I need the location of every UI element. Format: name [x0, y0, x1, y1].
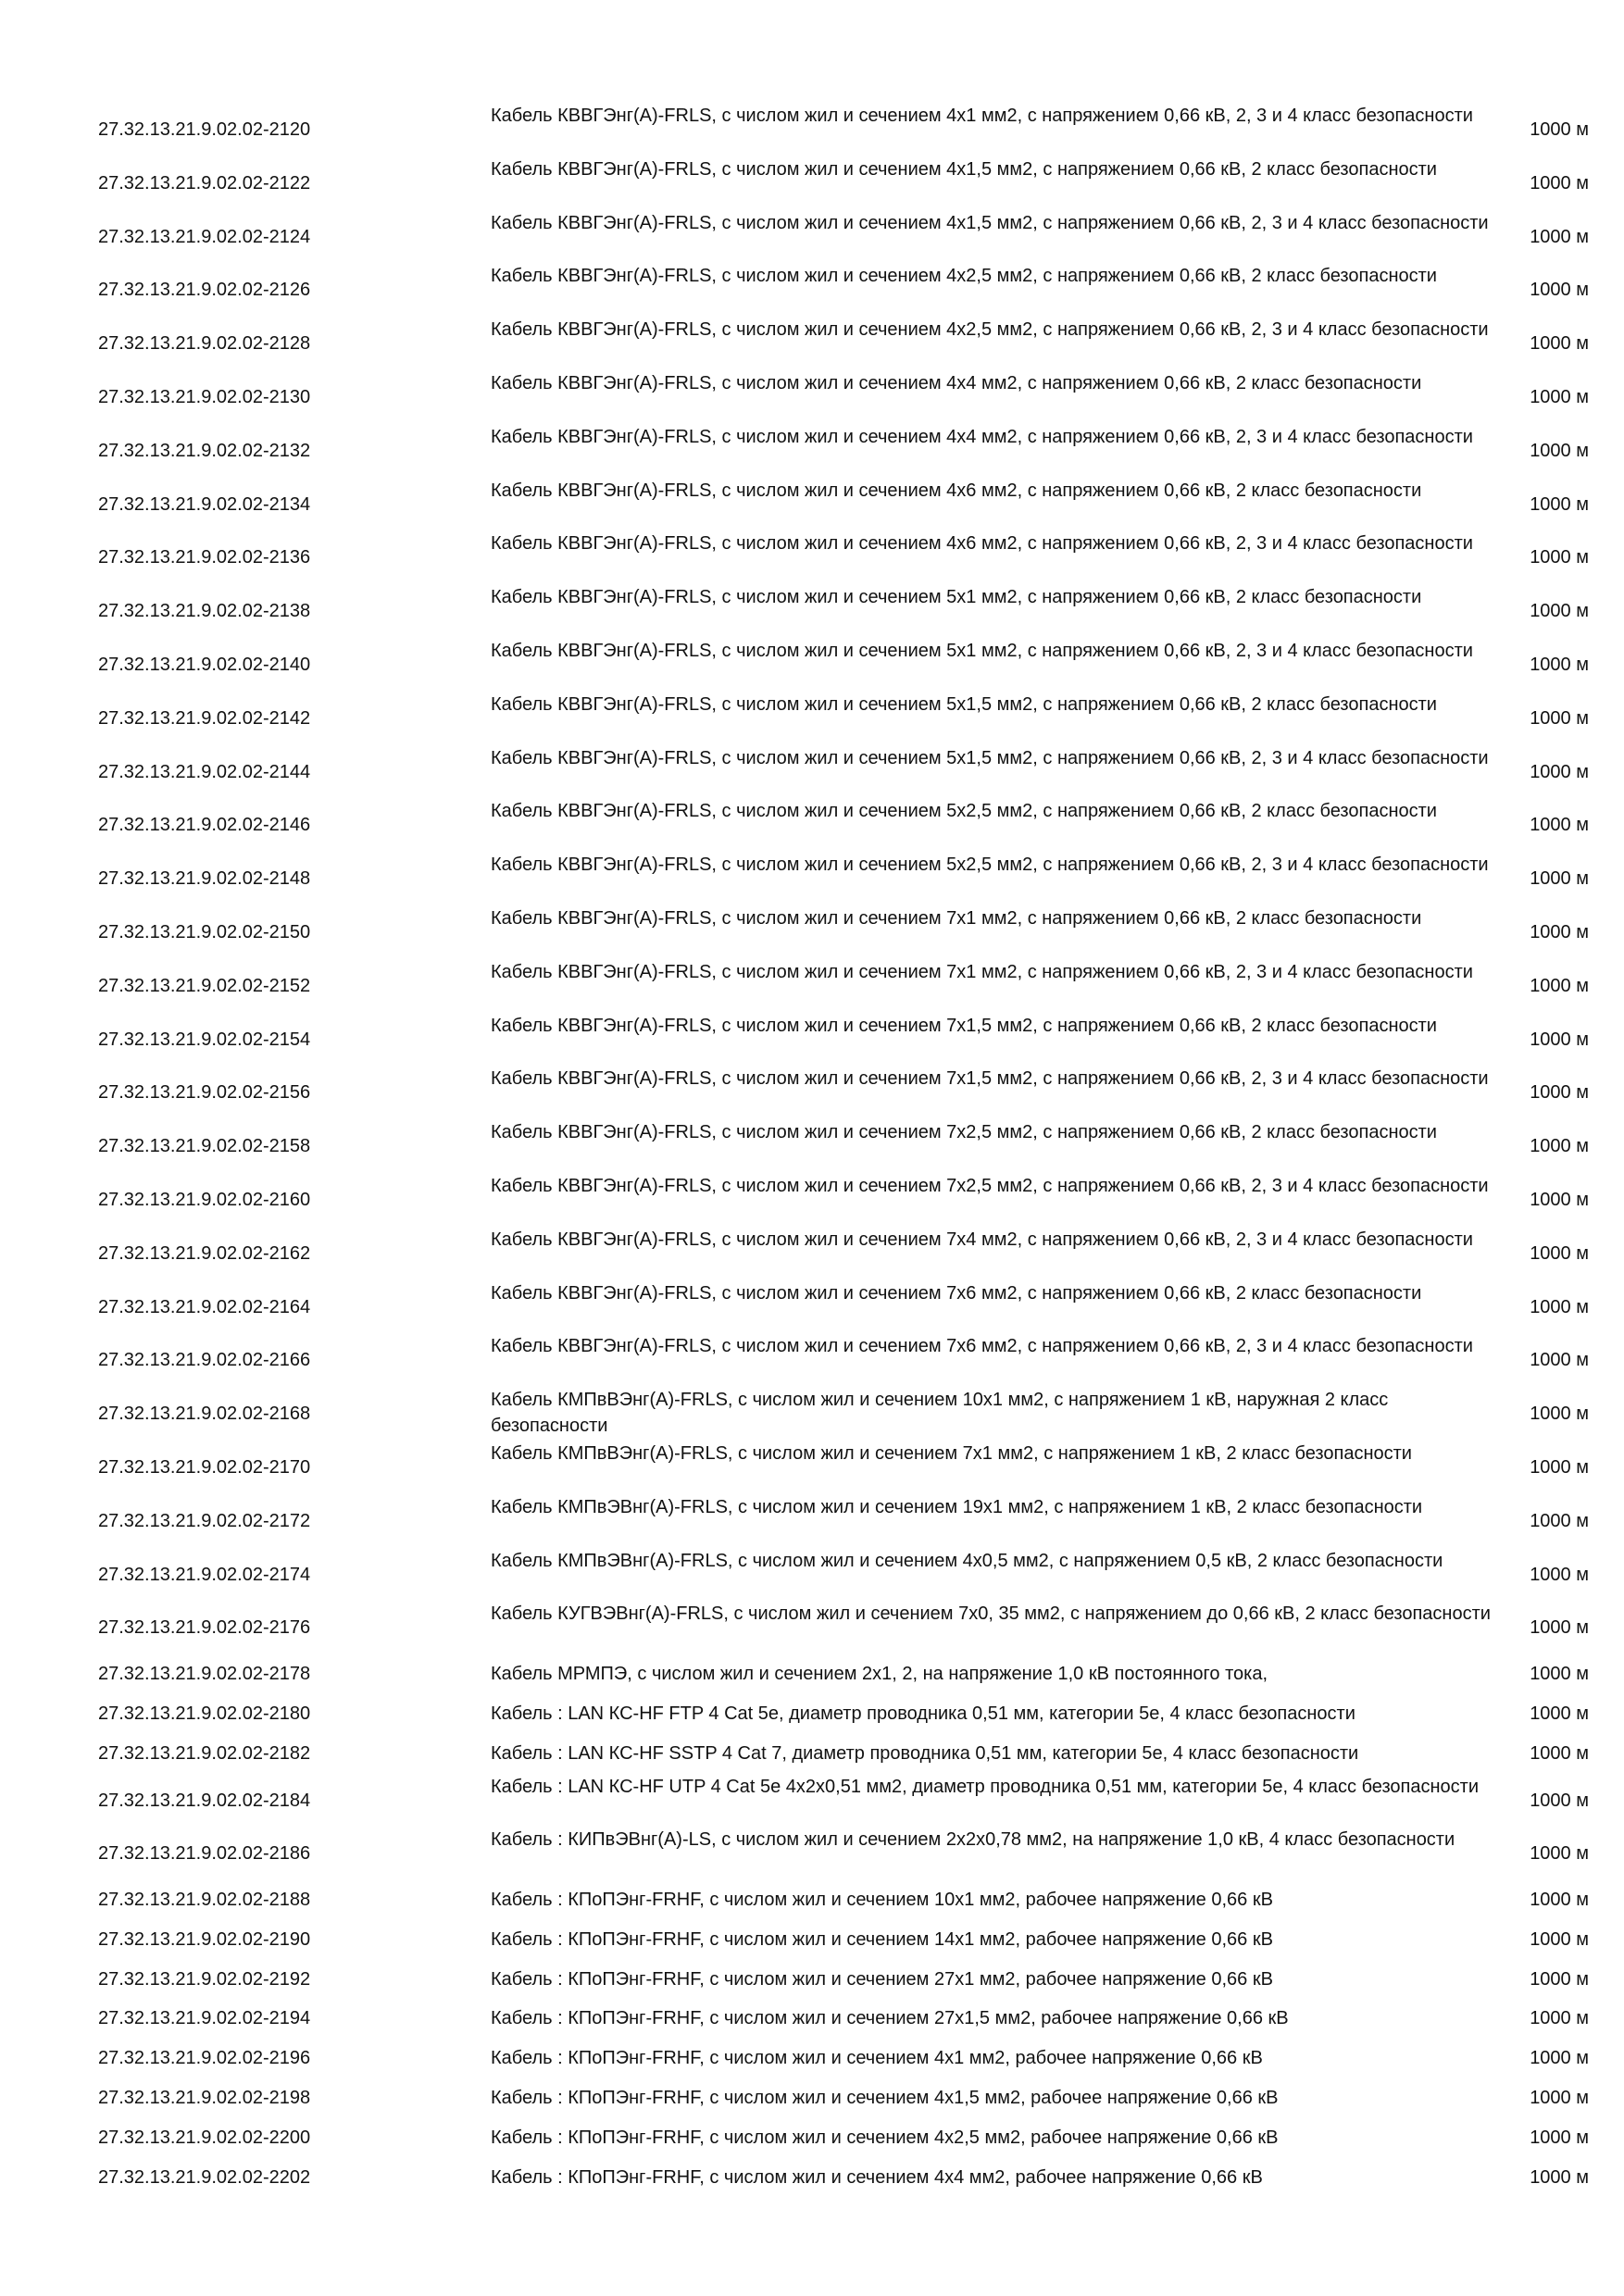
- unit-of-measure: 1000 м: [1530, 172, 1589, 193]
- resource-code: 27.32.13.21.9.02.02-2156: [98, 1082, 311, 1104]
- resource-code: 27.32.13.21.9.02.02-2150: [98, 921, 311, 942]
- table-row: [98, 263, 1589, 317]
- table-row: [98, 1960, 1589, 2000]
- resource-description: Кабель КВВГЭнг(А)-FRLS, с числом жил и сечением 7х1 мм2, с напряжением 0,66 кВ, 2 класс безопасности: [491, 907, 1422, 929]
- unit-of-measure: 1000 м: [1530, 1564, 1589, 1585]
- table-row: [98, 1880, 1589, 1920]
- resource-code: 27.32.13.21.9.02.02-2182: [98, 1742, 311, 1764]
- unit-of-measure: 1000 м: [1530, 1082, 1589, 1104]
- table-row: [98, 1441, 1589, 1494]
- resource-code: 27.32.13.21.9.02.02-2186: [98, 1843, 311, 1865]
- unit-of-measure: 1000 м: [1530, 440, 1589, 461]
- table-row: [98, 1066, 1589, 1119]
- resource-description: Кабель КВВГЭнг(А)-FRLS, с числом жил и сечением 4х2,5 мм2, с напряжением 0,66 кВ, 2 класс безопасности: [491, 266, 1437, 287]
- unit-of-measure: 1000 м: [1530, 1843, 1589, 1865]
- resource-description: Кабель КВВГЭнг(А)-FRLS, с числом жил и сечением 5х1 мм2, с напряжением 0,66 кВ, 2, 3 и 4 класс безопасности: [491, 640, 1473, 661]
- table-row: [98, 1280, 1589, 1334]
- resource-description: Кабель : КПоПЭнг-FRHF, с числом жил и сечением 4х2,5 мм2, рабочее напряжение 0,66 кВ: [491, 2127, 1279, 2148]
- table-row: [98, 638, 1589, 692]
- unit-of-measure: 1000 м: [1530, 1350, 1589, 1371]
- resource-code: 27.32.13.21.9.02.02-2142: [98, 707, 311, 729]
- unit-of-measure: 1000 м: [1530, 975, 1589, 996]
- resource-description: Кабель КВВГЭнг(А)-FRLS, с числом жил и сечением 7х2,5 мм2, с напряжением 0,66 кВ, 2 класс безопасности: [491, 1122, 1437, 1143]
- resource-code: 27.32.13.21.9.02.02-2154: [98, 1029, 311, 1050]
- resource-code: 27.32.13.21.9.02.02-2148: [98, 868, 311, 890]
- table-row: [98, 1999, 1589, 2039]
- unit-of-measure: 1000 м: [1530, 2048, 1589, 2069]
- unit-of-measure: 1000 м: [1530, 280, 1589, 301]
- unit-of-measure: 1000 м: [1530, 2008, 1589, 2029]
- table-row: [98, 1654, 1589, 1694]
- table-row: [98, 692, 1589, 745]
- unit-of-measure: 1000 м: [1530, 2166, 1589, 2188]
- resource-code: 27.32.13.21.9.02.02-2190: [98, 1928, 311, 1950]
- resource-code: 27.32.13.21.9.02.02-2134: [98, 493, 311, 515]
- unit-of-measure: 1000 м: [1530, 226, 1589, 247]
- resource-description: Кабель КВВГЭнг(А)-FRLS, с числом жил и сечением 4х1,5 мм2, с напряжением 0,66 кВ, 2 класс безопасности: [491, 158, 1437, 180]
- table-row: [98, 584, 1589, 638]
- resource-code: 27.32.13.21.9.02.02-2144: [98, 761, 311, 782]
- unit-of-measure: 1000 м: [1530, 601, 1589, 622]
- unit-of-measure: 1000 м: [1530, 1890, 1589, 1911]
- resource-description: Кабель КВВГЭнг(А)-FRLS, с числом жил и сечением 7х1,5 мм2, с напряжением 0,66 кВ, 2, 3 и 4 класс безопасности: [491, 1068, 1489, 1090]
- table-row: [98, 1920, 1589, 1960]
- resource-description: Кабель КВВГЭнг(А)-FRLS, с числом жил и сечением 4х6 мм2, с напряжением 0,66 кВ, 2 класс безопасности: [491, 480, 1422, 501]
- table-row: [98, 1119, 1589, 1173]
- resource-code: 27.32.13.21.9.02.02-2146: [98, 815, 311, 836]
- resource-description: Кабель КУГВЭВнг(А)-FRLS, с числом жил и сечением 7х0, 35 мм2, с напряжением до 0,66 кВ, 2 класс безопасности: [491, 1603, 1491, 1625]
- table-row: [98, 959, 1589, 1013]
- table-row: [98, 1173, 1589, 1227]
- resource-code: 27.32.13.21.9.02.02-2120: [98, 119, 311, 140]
- resource-description: Кабель КВВГЭнг(А)-FRLS, с числом жил и сечением 4х4 мм2, с напряжением 0,66 кВ, 2 класс безопасности: [491, 372, 1422, 393]
- resource-code: 27.32.13.21.9.02.02-2124: [98, 226, 311, 247]
- table-row: [98, 2118, 1589, 2158]
- unit-of-measure: 1000 м: [1530, 1790, 1589, 1811]
- resource-code: 27.32.13.21.9.02.02-2162: [98, 1242, 311, 1264]
- resource-description: Кабель : КПоПЭнг-FRHF, с числом жил и сечением 4х4 мм2, рабочее напряжение 0,66 кВ: [491, 2166, 1263, 2188]
- unit-of-measure: 1000 м: [1530, 119, 1589, 140]
- table-row: [98, 1227, 1589, 1280]
- unit-of-measure: 1000 м: [1530, 386, 1589, 407]
- resource-description: Кабель КМПвВЭнг(А)-FRLS, с числом жил и сечением 7х1 мм2, с напряжением 1 кВ, 2 класс безопасности: [491, 1442, 1412, 1464]
- resource-description: Кабель КВВГЭнг(А)-FRLS, с числом жил и сечением 5х1 мм2, с напряжением 0,66 кВ, 2 класс безопасности: [491, 587, 1422, 608]
- table-row: [98, 2158, 1589, 2198]
- resource-code: 27.32.13.21.9.02.02-2200: [98, 2127, 311, 2148]
- unit-of-measure: 1000 м: [1530, 1189, 1589, 1210]
- unit-of-measure: 1000 м: [1530, 868, 1589, 890]
- table-row: [98, 1694, 1589, 1734]
- resource-code: 27.32.13.21.9.02.02-2192: [98, 1968, 311, 1990]
- resource-description: Кабель : КПоПЭнг-FRHF, с числом жил и сечением 14х1 мм2, рабочее напряжение 0,66 кВ: [491, 1928, 1273, 1950]
- resource-description: Кабель КВВГЭнг(А)-FRLS, с числом жил и сечением 5х1,5 мм2, с напряжением 0,66 кВ, 2 класс безопасности: [491, 693, 1437, 715]
- resource-description: Кабель КМПвВЭнг(А)-FRLS, с числом жил и сечением 10х1 мм2, с напряжением 1 кВ, наружная 2 класс безопасности: [491, 1390, 1389, 1437]
- resource-description: Кабель : КИПвЭВнг(А)-LS, с числом жил и сечением 2х2х0,78 мм2, на напряжение 1,0 кВ, 4 класс безопасности: [491, 1829, 1455, 1851]
- unit-of-measure: 1000 м: [1530, 1968, 1589, 1990]
- unit-of-measure: 1000 м: [1530, 333, 1589, 355]
- resource-code: 27.32.13.21.9.02.02-2138: [98, 601, 311, 622]
- table-row: [98, 1013, 1589, 1067]
- unit-of-measure: 1000 м: [1530, 493, 1589, 515]
- resource-code: 27.32.13.21.9.02.02-2188: [98, 1890, 311, 1911]
- unit-of-measure: 1000 м: [1530, 1296, 1589, 1317]
- resource-description: Кабель КВВГЭнг(А)-FRLS, с числом жил и сечением 4х2,5 мм2, с напряжением 0,66 кВ, 2, 3 и 4 класс безопасности: [491, 319, 1489, 341]
- resource-description: Кабель КВВГЭнг(А)-FRLS, с числом жил и сечением 7х2,5 мм2, с напряжением 0,66 кВ, 2, 3 и 4 класс безопасности: [491, 1175, 1489, 1196]
- table-row: [98, 317, 1589, 370]
- table-row: [98, 210, 1589, 264]
- resource-code: 27.32.13.21.9.02.02-2180: [98, 1703, 311, 1724]
- resource-description: Кабель КВВГЭнг(А)-FRLS, с числом жил и сечением 7х1,5 мм2, с напряжением 0,66 кВ, 2 класс безопасности: [491, 1015, 1437, 1036]
- unit-of-measure: 1000 м: [1530, 1617, 1589, 1639]
- resource-description: Кабель КВВГЭнг(А)-FRLS, с числом жил и сечением 4х1 мм2, с напряжением 0,66 кВ, 2, 3 и 4 класс безопасности: [491, 106, 1473, 126]
- unit-of-measure: 1000 м: [1530, 2088, 1589, 2109]
- resource-description: Кабель КВВГЭнг(А)-FRLS, с числом жил и сечением 7х1 мм2, с напряжением 0,66 кВ, 2, 3 и 4 класс безопасности: [491, 961, 1473, 982]
- resource-description: Кабель : LAN КС-HF SSTP 4 Cat 7, диаметр проводника 0,51 мм, категории 5е, 4 класс безопасности: [491, 1742, 1359, 1764]
- table-row: [98, 905, 1589, 959]
- resource-table: [98, 103, 1589, 2197]
- unit-of-measure: 1000 м: [1530, 1928, 1589, 1950]
- table-row: [98, 2039, 1589, 2078]
- table-row: [98, 1548, 1589, 1602]
- resource-description: Кабель МРМПЭ, с числом жил и сечением 2х1, 2, на напряжение 1,0 кВ постоянного тока,: [491, 1664, 1268, 1685]
- resource-description: Кабель КВВГЭнг(А)-FRLS, с числом жил и сечением 7х6 мм2, с напряжением 0,66 кВ, 2, 3 и 4 класс безопасности: [491, 1336, 1473, 1357]
- table-row: [98, 2078, 1589, 2118]
- table-row: [98, 478, 1589, 531]
- resource-description: Кабель КВВГЭнг(А)-FRLS, с числом жил и сечением 7х4 мм2, с напряжением 0,66 кВ, 2, 3 и 4 класс безопасности: [491, 1229, 1473, 1250]
- resource-code: 27.32.13.21.9.02.02-2202: [98, 2166, 311, 2188]
- resource-description: Кабель : КПоПЭнг-FRHF, с числом жил и сечением 27х1,5 мм2, рабочее напряжение 0,66 кВ: [491, 2008, 1289, 2029]
- unit-of-measure: 1000 м: [1530, 1703, 1589, 1724]
- resource-description: Кабель КВВГЭнг(А)-FRLS, с числом жил и сечением 5х2,5 мм2, с напряжением 0,66 кВ, 2, 3 и 4 класс безопасности: [491, 855, 1489, 876]
- unit-of-measure: 1000 м: [1530, 1664, 1589, 1685]
- unit-of-measure: 1000 м: [1530, 1404, 1589, 1425]
- resource-code: 27.32.13.21.9.02.02-2174: [98, 1564, 311, 1585]
- resource-code: 27.32.13.21.9.02.02-2160: [98, 1189, 311, 1210]
- resource-description: Кабель КМПвЭВнг(А)-FRLS, с числом жил и сечением 4х0,5 мм2, с напряжением 0,5 кВ, 2 класс безопасности: [491, 1550, 1443, 1571]
- table-row: [98, 1333, 1589, 1387]
- table-row: [98, 530, 1589, 584]
- unit-of-measure: 1000 м: [1530, 815, 1589, 836]
- resource-description: Кабель : КПоПЭнг-FRHF, с числом жил и сечением 27х1 мм2, рабочее напряжение 0,66 кВ: [491, 1968, 1273, 1990]
- resource-code: 27.32.13.21.9.02.02-2184: [98, 1790, 311, 1811]
- table-row: [98, 1494, 1589, 1548]
- resource-code: 27.32.13.21.9.02.02-2140: [98, 654, 311, 675]
- table-row: [98, 1774, 1589, 1828]
- table-row: [98, 1387, 1589, 1441]
- resource-description: Кабель : LAN КС-HF FTP 4 Cat 5e, диаметр проводника 0,51 мм, категории 5е, 4 класс безопасности: [491, 1703, 1355, 1724]
- unit-of-measure: 1000 м: [1530, 1456, 1589, 1478]
- resource-code: 27.32.13.21.9.02.02-2172: [98, 1510, 311, 1531]
- resource-code: 27.32.13.21.9.02.02-2122: [98, 172, 311, 193]
- unit-of-measure: 1000 м: [1530, 1742, 1589, 1764]
- table-row: [98, 370, 1589, 424]
- resource-code: 27.32.13.21.9.02.02-2158: [98, 1136, 311, 1157]
- resource-code: 27.32.13.21.9.02.02-2178: [98, 1664, 311, 1685]
- table-row: [98, 156, 1589, 210]
- table-row: [98, 1734, 1589, 1774]
- resource-description: Кабель КВВГЭнг(А)-FRLS, с числом жил и сечением 4х1,5 мм2, с напряжением 0,66 кВ, 2, 3 и 4 класс безопасности: [491, 212, 1489, 233]
- resource-code: 27.32.13.21.9.02.02-2166: [98, 1350, 311, 1371]
- table-row: [98, 1601, 1589, 1654]
- resource-code: 27.32.13.21.9.02.02-2198: [98, 2088, 311, 2109]
- unit-of-measure: 1000 м: [1530, 1136, 1589, 1157]
- unit-of-measure: 1000 м: [1530, 547, 1589, 568]
- resource-code: 27.32.13.21.9.02.02-2128: [98, 333, 311, 355]
- unit-of-measure: 1000 м: [1530, 707, 1589, 729]
- resource-description: Кабель : КПоПЭнг-FRHF, с числом жил и сечением 4х1,5 мм2, рабочее напряжение 0,66 кВ: [491, 2088, 1279, 2109]
- resource-description: Кабель КВВГЭнг(А)-FRLS, с числом жил и сечением 4х6 мм2, с напряжением 0,66 кВ, 2, 3 и 4 класс безопасности: [491, 533, 1473, 555]
- unit-of-measure: 1000 м: [1530, 1242, 1589, 1264]
- unit-of-measure: 1000 м: [1530, 921, 1589, 942]
- resource-code: 27.32.13.21.9.02.02-2126: [98, 280, 311, 301]
- table-row: [98, 852, 1589, 905]
- resource-code: 27.32.13.21.9.02.02-2194: [98, 2008, 311, 2029]
- unit-of-measure: 1000 м: [1530, 2127, 1589, 2148]
- table-row: [98, 798, 1589, 852]
- resource-description: Кабель : КПоПЭнг-FRHF, с числом жил и сечением 4х1 мм2, рабочее напряжение 0,66 кВ: [491, 2048, 1263, 2069]
- table-row: [98, 745, 1589, 799]
- resource-code: 27.32.13.21.9.02.02-2168: [98, 1404, 311, 1425]
- resource-description: Кабель : LAN КС-HF UTP 4 Cat 5e 4х2х0,51 мм2, диаметр проводника 0,51 мм, категории 5е, 4 класс безопасности: [491, 1776, 1480, 1797]
- resource-code: 27.32.13.21.9.02.02-2176: [98, 1617, 311, 1639]
- resource-description: Кабель КВВГЭнг(А)-FRLS, с числом жил и сечением 5х1,5 мм2, с напряжением 0,66 кВ, 2, 3 и 4 класс безопасности: [491, 747, 1489, 768]
- resource-description: Кабель : КПоПЭнг-FRHF, с числом жил и сечением 10х1 мм2, рабочее напряжение 0,66 кВ: [491, 1890, 1273, 1911]
- resource-code: 27.32.13.21.9.02.02-2130: [98, 386, 311, 407]
- resource-code: 27.32.13.21.9.02.02-2136: [98, 547, 311, 568]
- resource-code: 27.32.13.21.9.02.02-2152: [98, 975, 311, 996]
- table-row: [98, 103, 1589, 156]
- unit-of-measure: 1000 м: [1530, 654, 1589, 675]
- resource-code: 27.32.13.21.9.02.02-2170: [98, 1456, 311, 1478]
- table-row: [98, 1827, 1589, 1880]
- resource-code: 27.32.13.21.9.02.02-2132: [98, 440, 311, 461]
- resource-code: 27.32.13.21.9.02.02-2196: [98, 2048, 311, 2069]
- table-row: [98, 424, 1589, 478]
- resource-description: Кабель КВВГЭнг(А)-FRLS, с числом жил и сечением 7х6 мм2, с напряжением 0,66 кВ, 2 класс безопасности: [491, 1282, 1422, 1304]
- resource-description: Кабель КМПвЭВнг(А)-FRLS, с числом жил и сечением 19х1 мм2, с напряжением 1 кВ, 2 класс безопасности: [491, 1496, 1423, 1517]
- unit-of-measure: 1000 м: [1530, 1029, 1589, 1050]
- resource-code: 27.32.13.21.9.02.02-2164: [98, 1296, 311, 1317]
- unit-of-measure: 1000 м: [1530, 761, 1589, 782]
- resource-description: Кабель КВВГЭнг(А)-FRLS, с числом жил и сечением 4х4 мм2, с напряжением 0,66 кВ, 2, 3 и 4 класс безопасности: [491, 426, 1473, 447]
- resource-description: Кабель КВВГЭнг(А)-FRLS, с числом жил и сечением 5х2,5 мм2, с напряжением 0,66 кВ, 2 класс безопасности: [491, 801, 1437, 822]
- unit-of-measure: 1000 м: [1530, 1510, 1589, 1531]
